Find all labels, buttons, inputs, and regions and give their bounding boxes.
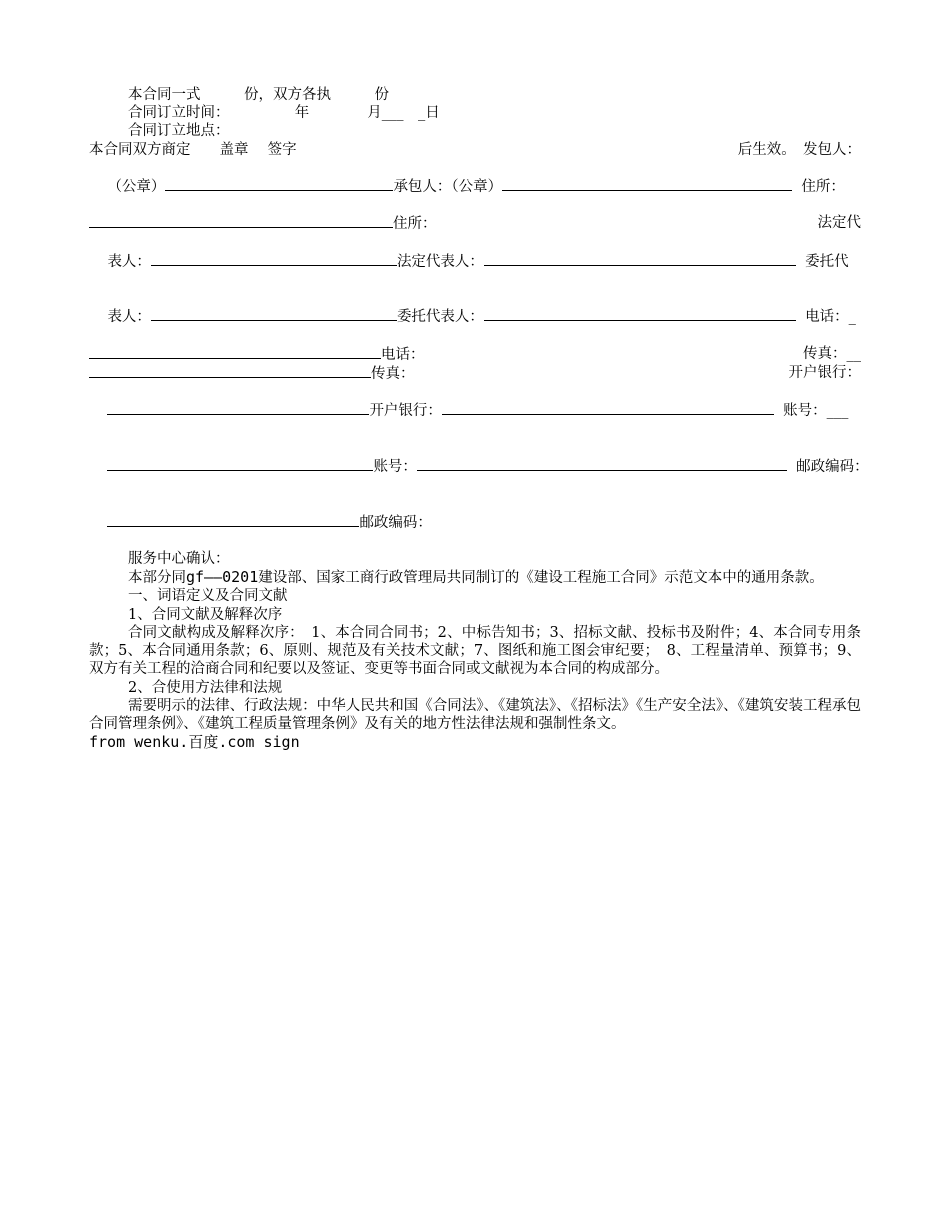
copies-line: 本合同一式 份，双方各执 份 [128,87,389,103]
source-footer: from wenku.百度.com sign [89,733,300,752]
signature-row-3 [89,234,861,290]
section-2-title: 2、合使用方法律和法规 [128,679,283,696]
bank-label: 开户银行： [788,365,861,382]
blank-line [107,401,369,415]
contractor-seal-label: 承包人：（公章） [393,179,503,196]
section-1-1-text: 合同文献构成及解释次序： 1、本合同合同书；2、中标告知书；3、招标文献、投标书及附件；4、本合同专用条款；5、本合同通用条款；6、原则、规范及有关技术文献；7、图纸和施工图会审纪要； 8、工程量清单、预算书；9、双方有关工程的洽商合同和纪要以及签证、变更等书面合同或文献视为本合同的构成部分。 [89,624,861,678]
general-terms-intro [89,568,861,587]
blank-line [107,457,373,471]
contract-code: gf——0201 [186,568,259,587]
phone-label: 电话：_ [805,309,856,326]
blank-line [417,457,787,471]
blank-line [89,214,393,228]
intro-prefix: 本部分同 [128,570,186,587]
legal-rep-label-start: 法定代 [817,215,861,232]
blank-line [89,345,381,359]
effect-line [89,141,861,159]
sign-date-line: 合同订立时间： 年 月___ _日 [128,105,440,122]
section-1-1-title: 1、合同文献及解释次序 [128,606,283,623]
contract-page [89,86,869,752]
blank-line [107,513,359,527]
account-label: 账号： [373,459,417,476]
postcode-label: 邮政编码： [359,514,432,531]
blank-line [484,307,796,321]
section-1-title: 一、词语定义及合同文献 [128,588,288,605]
employer-seal-label: （公章） [107,179,166,196]
fax-label: 传真：__ [803,345,861,362]
sign-place-line: 合同订立地点： [128,123,230,140]
signature-row-7 [89,383,861,439]
signature-row-2 [89,214,861,233]
effect-left-text: 本合同双方商定 盖章 签字 [89,141,297,158]
rep-label-end: 表人： [107,253,151,270]
agent-label: 委托代表人： [396,309,484,326]
signature-row-9 [89,494,861,550]
blank-line [484,252,796,266]
blank-line [502,177,792,191]
blank-line [165,177,393,191]
blank-line [442,401,774,415]
blank-line [151,252,397,266]
signature-row-1 [89,159,861,215]
effect-right-text: 后生效。 发包人： [737,141,861,158]
address-label: 住所： [801,179,845,196]
signature-row-6 [89,364,861,383]
intro-rest: 建设部、国家工商行政管理局共同制订的《建设工程施工合同》示范文本中的通用条款。 [258,570,824,587]
rep-label-end: 表人： [107,309,151,326]
agent-label-start: 委托代 [805,253,849,270]
blank-line [151,307,397,321]
section-2-text: 需要明示的法律、行政法规：中华人民共和国《合同法》、《建筑法》、《招标法》《生产安全法》、《建筑安装工程承包合同管理条例》、《建筑工程质量管理条例》及有关的地方性法律法规和强制性条文。 [89,697,861,732]
postcode-label: 邮政编码： [796,459,869,476]
blank-line [89,364,371,378]
service-center-confirm: 服务中心确认： [128,551,230,568]
signature-row-4 [89,289,861,345]
legal-rep-label: 法定代表人： [396,253,484,270]
signature-row-8 [89,439,869,495]
address-label: 住所： [393,216,437,233]
fax-label: 传真： [371,366,415,383]
account-label: 账号：___ [783,403,849,420]
phone-label: 电话： [381,346,425,363]
bank-label: 开户银行： [369,403,442,420]
signature-row-5 [89,345,861,364]
